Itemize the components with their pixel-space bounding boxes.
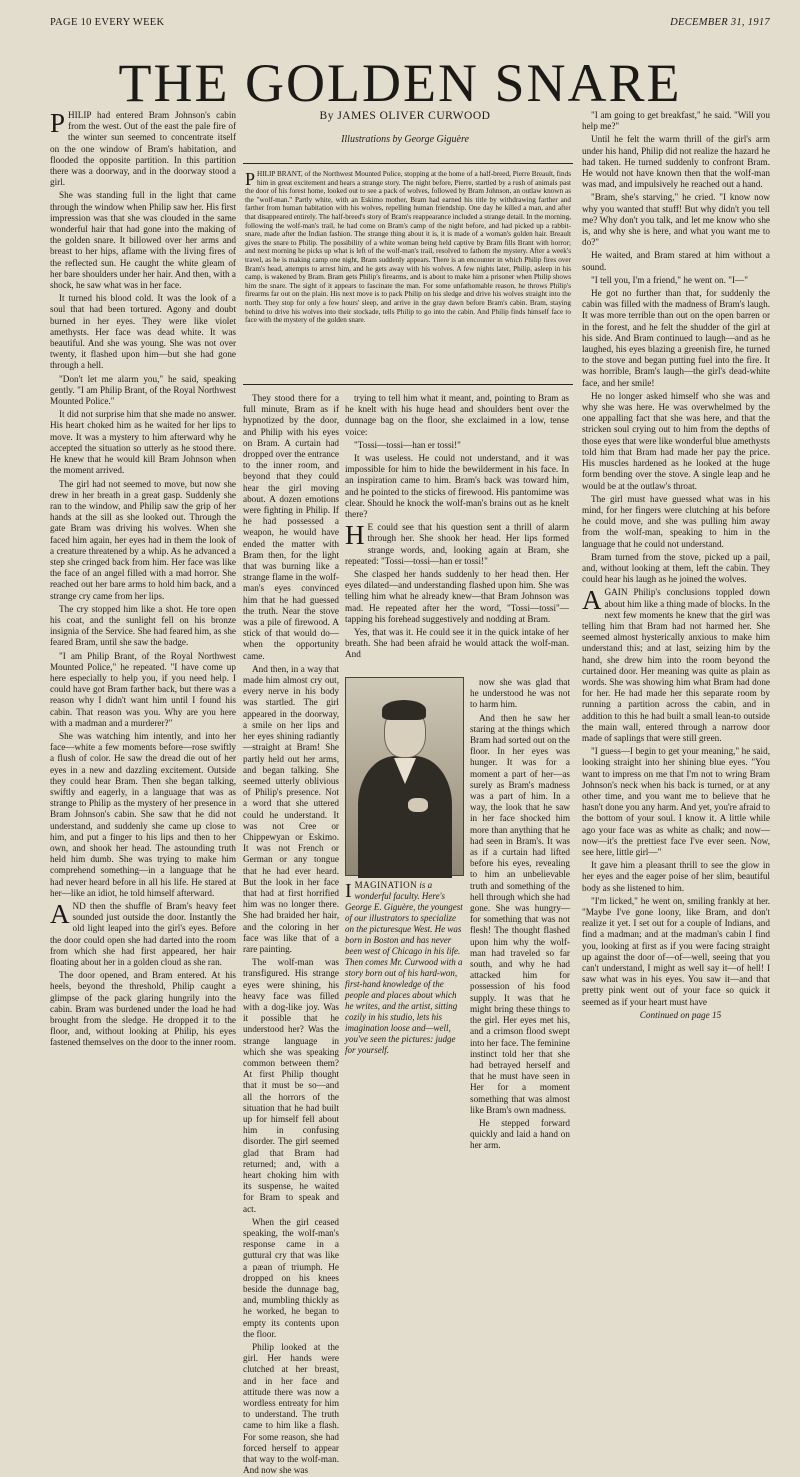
paragraph-text: He got no further than that, for suddenly the cabin was filled with the madness of Bram's laugh. It was more terrible than out on the open barren or in the forest, and he felt the shudder of the girl at his side. And Bram continued to laugh—and as he laughed, his eyes blazing a greenish fire, he turned to the stove and began putting fuel into the fire. It was horrible, Bram's laugh—the girl's dead-white face, and her smile! <box>582 288 770 388</box>
paragraph <box>345 393 569 438</box>
caption-lead: MAGINATION <box>354 880 418 890</box>
page-header <box>50 17 770 31</box>
text-column-3-right <box>470 677 570 1151</box>
paragraph <box>582 391 770 492</box>
paragraph-text: And then he saw her staring at the things which Bram had sorted out on the floor. In her eyes was hunger. It was for a moment a part of her—as surely as Bram's madness was a part of him. In a way, the look that he saw in her face shocked him more than anything that he had seen in Bram's. It was as if a curtain had lifted before his eyes, revealing to him an unbelievable truth and something of the hell through which she had gone. She was hungry—for something that was not flesh! The thought flashed upon him why the wolf-man had traveled so far south, and why he had attacked him for possession of his food supply. It was that he might bring these things to the girl. Her eyes met his, and a crimson flood swept into her face. The feminine instinct told her that she had betrayed herself and that he must have seen in Her for a moment something that was almost like Bram's own madness. <box>470 712 570 1115</box>
paragraph-text: Until he felt the warm thrill of the girl's arm under his hand, Philip did not realize the hazard he had taken. He turned suddenly to confront Bram. He would not have known then that the wolf-man was mad, and impulsively he reached out a hand. <box>582 134 770 190</box>
paragraph-text: It turned his blood cold. It was the look of a soul that had been tortured. Agony and doubt burned in her eyes. They were like violet amethysts. Her face was dead white. It was beautiful. And she was young. She was not over twenty, it flashed upon him—but she had gone through a hell. <box>50 293 236 371</box>
caption-dropcap: I <box>345 880 352 902</box>
text-column-2 <box>243 393 339 1476</box>
paragraph <box>582 746 770 858</box>
paragraph <box>50 409 236 476</box>
paragraph-text: It did not surprise him that she made no answer. His heart choked him as he waited for her lips to move. It was a mystery to him afterward why he accepted the situation so utterly as he stood there. He knew that he would kill Bram Johnson when the moment arrived. <box>50 409 236 476</box>
paragraph <box>50 293 236 371</box>
paragraph <box>50 731 236 899</box>
paragraph <box>345 440 569 451</box>
text-column-1 <box>50 110 236 1082</box>
story-title: THE GOLDEN SNARE <box>118 53 682 113</box>
synopsis-text: HILIP BRANT, of the Northwest Mounted Police, stopping at the home of a half-breed, Pierre Breault, finds him in great excitement and hears a strange story. The night before, Pierre, startled by a rush of animals past the door of his forest home, looked out to see a pack of wolves, followed by Bram Johnson, an outlaw known as the "wolf-man." Partly white, with an Eskimo mother, Bram had earned his title by withdrawing farther and farther from human habitation with his wolves, repelling human friendship. One day he killed a man, and after that disappeared entirely. The half-breed's story of Bram's reappearance included a strange detail. In the morning, following the wolf-man's trail, he had come on Bram's camp of the night before, and had picked up a rabbit-snare, made after the Indian fashion. The strange thing about it is, it is made of a woman's golden hair. Breault gives the snare to Philip. The possibility of a white woman being held captive by Bram fills Brant with horror; and next morning he picks up what is left of the wolf-man's trail, resolved to fathom the mystery. After a week's travel, as he is making camp one night, Bram suddenly appears. There is an encounter in which Philip fires over Bram's head, attempts to arrest him, and he gets away with his wolves. A few nights later, Philip, asleep in his camp, is wakened by Bram. Bram gets Philip's firearms, and is about to make him a prisoner when Philip shows him the snare. The sight of it appears to fascinate the man. For some unfathomable reason, he throws Philip's firearms far out on the plain. His next move is to pack Philip on his sledge and drive his wolves straight into the north. They stop for only a few hours' sleep, and arrive in the gray dawn before Bram's cabin. Bram, staying behind to drive his wolves into their stockade, tells Philip to go into the cabin. And Philip finds himself face to face with the mystery of the golden snare. <box>245 170 571 325</box>
paragraph-text: HILIP had entered Bram Johnson's cabin from the west. Out of the east the pale fire of the winter sun seemed to concentrate itself on the one window of Bram's habitation, and flooded the opposite partition. In this partition there was a doorway, and in the doorway stood a girl. <box>50 110 236 188</box>
caption-text: is a wonderful faculty. Here's George E. Giguère, the youngest of our illustrators to specialize on the picturesque West. He was born in Boston and has never been west of Chicago in his life. Then comes Mr. Curwood with a story born out of his hard-won, first-hand knowledge of the people and places about which he writes, and the artist, sitting cozily in his studio, lets his imagination loose and—well, you've seen the pictures: judge for yourself. <box>345 880 463 1055</box>
paragraph-text: He no longer asked himself who she was and why she was here. He was overwhelmed by the one appalling fact that she was here, and that the stricken soul crying out to him from the depths of those eyes that were like wonderful blue amethysts told him that Bram had made her pay the price. His muscles hardened as he looked at the huge form bending over the stove. A single leap and he would be at the outlaw's throat. <box>582 390 770 491</box>
paragraph-text: Yes, that was it. He could see it in the quick intake of her breath. She had been afraid he would attack the wolf-man. And <box>345 627 569 660</box>
paragraph <box>345 627 569 661</box>
paragraph-text: "I am going to get breakfast," he said. "Will you help me?" <box>582 110 770 132</box>
issue-date: DECEMBER 31, 1917 <box>670 17 770 28</box>
paragraph-text: She was standing full in the light that came through the window when Philip saw her. His first impression was that she was clouded in the same wonderful hair that had gone into the making of the golden snare. It billowed over her arms and breast to her hips, aflame with the living fires of the reflected sun. He caught the white gleam of her bare shoulders under her hair. And then, with a shock, he saw what was in her face. <box>50 190 236 291</box>
paragraph-text: "Bram, she's starving," he cried. "I know now why you wanted that stuff! But why didn't you tell me? Why don't you talk, and let me know who she is, and why she is here, and what you want me to do?" <box>582 192 770 248</box>
paragraph-text: She was watching him intently, and into her face—white a few moments before—rose swiftly a flush of color. He saw the dread die out of her eyes in a new and dazzling excitement. Outside they could hear Bram. Then she began talking, swiftly and eagerly, in a language that was as strange to Philip as the mystery of her presence in Bram Johnson's cabin. She saw that he did not understand, and suddenly she came up close to him, and put a finger to his lips and then to her own, and shook her head. The astounding truth held him dumb. She was trying to make him comprehend something—in a language that he had never heard before in all his life. He stared at her—like an idiot, he told himself afterward. <box>50 730 236 898</box>
paragraph-text: The door opened, and Bram entered. At his heels, beyond the threshold, Philip caught a glimpse of the pack glaring hungrily into the cabin. Bram was burdened under the load he had brought from the sledge. He dropped it to the floor, and, without looking at Philip, his eyes fastened themselves on the door to the inner room. <box>50 970 236 1048</box>
paragraph-text: And then, in a way that made him almost cry out, every nerve in his body was startled. The girl appeared in the doorway, a smile on her lips and her eyes shining radiantly—straight at Bram! She partly held out her arms, and began talking. She seemed utterly oblivious of Philip's presence. Not a word that she uttered could he understand. It was not Cree or Chippewyan or Eskimo. It was not French or German or any tongue that he had ever heard. But the look in her face that had at first horrified him was no longer there. She had braided her hair, and the coloring in her face was like that of a rare painting. <box>243 663 339 954</box>
paragraph <box>243 1342 339 1476</box>
paragraph-text: He stepped forward quickly and laid a hand on her arm. <box>470 1117 570 1151</box>
paragraph-text: "I tell you, I'm a friend," he went on. "I—" <box>591 274 748 285</box>
paragraph <box>470 677 570 711</box>
paragraph <box>470 1118 570 1152</box>
paragraph <box>582 587 770 744</box>
dropcap-letter: P <box>50 108 66 138</box>
paragraph <box>582 896 770 1008</box>
paragraph-text: ND then the shuffle of Bram's heavy feet sounded just outside the door. Instantly the old light leaped into the girl's eyes. Before the door could open she had darted into the room from which she had first appeared, her hair floating about her in a golden cloud as she ran. <box>50 901 236 968</box>
paragraph <box>50 190 236 291</box>
text-column-3-top <box>345 393 569 673</box>
paragraph-text: It gave him a pleasant thrill to see the glow in her eyes and the eager poise of her slim, beautiful body as she listened to him. <box>582 860 770 893</box>
paragraph <box>243 393 339 662</box>
paragraph-text: The girl had not seemed to move, but now she drew in her breath in a great gasp. Suddenly she ran to the window, and Philip saw the grip of her hands at the sill as she looked out. Through the gate Bram was driving his wolves. When she faced him again, her eyes had in them the look of a creature threatened by a whip. As he advanced a step she cringed back from him. Her face was like the face of an angel filled with a mad horror. She reached out her bare arms to hold him back, and a strange cry came from her lips. <box>50 478 236 601</box>
synopsis-box <box>243 163 573 385</box>
paragraph <box>582 288 770 389</box>
paragraph-text: They stood there for a full minute, Bram as if hypnotized by the door, and Philip with his eyes on Bram. A curtain had dropped over the entrance to the inner room, and beyond that they could hear the girl moving about. A dozen emotions were fighting in Philip. If he had possessed a weapon, he would have ended the matter with Bram then, for the light that was burning like a strange flame in the wolf-man's eyes convinced him that he had guessed the truth. Near the stove was a pile of firewood. A stick of that would do—when the opportunity came. <box>243 393 339 661</box>
paragraph <box>345 453 569 520</box>
paragraph-text: The cry stopped him like a shot. He tore open his coat, and the sunlight fell on his bronze insignia of the Service. She had feared him, as she feared Bram, until she saw the badge. <box>50 603 236 648</box>
paragraph <box>50 604 236 649</box>
dropcap-letter: H <box>345 520 365 551</box>
paragraph <box>345 522 569 567</box>
paragraph <box>582 250 770 272</box>
paragraph-text: "Tossi—tossi—han er tossi!" <box>354 439 461 450</box>
paragraph <box>243 1217 339 1340</box>
paragraph <box>470 713 570 1116</box>
paragraph <box>50 970 236 1048</box>
author-byline: By JAMES OLIVER CURWOOD <box>319 110 491 122</box>
paragraph-text: "I am Philip Brant, of the Royal Northwest Mounted Police," he repeated. "I have come up here especially to help you, if you need help. I could have got Bram farther back, but there was a reason why I didn't want him until I found his cabin. That reason was you. Why are you here with a madman and a murderer?" <box>50 650 236 728</box>
paragraph <box>582 552 770 586</box>
paragraph-text: "I guess—I begin to get your meaning," he said, looking straight into her shining blue eyes. "You want to impress on me that I'm not to wring Bram Johnson's neck when his back is turned, or at any other time, and you want me to believe that he hasn't done you any harm. And yet, you're afraid to the bottom of your soul. I know it. A little while ago your face was as white as chalk; and now—now—it's the prettiest face I've ever seen. Now, see here, little girl—" <box>582 746 770 857</box>
paragraph <box>50 479 236 602</box>
paragraph-text: He waited, and Bram stared at him without a sound. <box>582 250 770 272</box>
paragraph <box>582 860 770 894</box>
paragraph-text: Bram turned from the stove, picked up a pail, and, without looking at them, left the cabin. They could hear his laugh as he joined the wolves. <box>582 551 770 585</box>
artist-portrait-photo <box>345 677 464 876</box>
paragraph-text: The girl must have guessed what was in his mind, for her fingers were clutching at his before he could move, and she was pulling him away from the wolf-man, speaking to him in the language that he could not understand. <box>582 493 770 549</box>
text-column-4 <box>582 110 770 1082</box>
paragraph <box>582 110 770 132</box>
paragraph-text: When the girl ceased speaking, the wolf-man's response came in a guttural cry that was like a pæan of triumph. He dropped on his knees beside the dunnage bag, and, mumbling thickly as he worked, he began to empty its contents upon the floor. <box>243 1216 339 1339</box>
paragraph-text: now she was glad that he understood he was not to harm him. <box>470 677 570 710</box>
paragraph <box>582 494 770 550</box>
paragraph-text: E could see that his question sent a thrill of alarm through her. She shook her head. Her lips formed strange words, and, looking again at Bram, she repeated: "Tossi—tossi—han er tossi!" <box>345 522 569 566</box>
paragraph-text: She clasped her hands suddenly to her head then. Her eyes dilated—and understanding flashed upon him. She was telling him what he already knew—that Bram Johnson was mad. He repeated after her the word, "Tossi—tossi"—tapping his forehead suggestively and nodding at Bram. <box>345 569 569 624</box>
paragraph-text: The wolf-man was transfigured. His strange eyes were shining, his heavy face was filled with a dog-like joy. Was it possible that he understood her? Was the strange language in which she was speaking common between them? At first Philip thought that it must be so—and all the horrors of the situation that he had built up for himself fell about him in confusing disorder. The girl seemed glad that Bram had returned; and, with a heart choking him with its suspense, he waited for Bram to speak and act. <box>243 957 339 1214</box>
paragraph <box>50 110 236 188</box>
continued-note: Continued on page 15 <box>639 1009 722 1020</box>
paragraph <box>582 275 770 286</box>
paragraph <box>243 664 339 955</box>
paragraph-text: Philip looked at the girl. Her hands were clutched at her breast, and in her face and attitude there was now a wordless entreaty for him to understand. The truth came to him like a flash. For some reason, she had forced herself to appear that way to the wolf-man. And now she was <box>243 1342 339 1476</box>
paragraph <box>50 651 236 729</box>
photo-caption <box>345 880 463 1085</box>
paragraph <box>50 901 236 968</box>
paragraph <box>582 134 770 190</box>
paragraph <box>50 374 236 408</box>
paragraph-text: trying to tell him what it meant, and, pointing to Bram as he knelt with his huge head and shoulders bent over the dunnage bag on the floor, she exclaimed in a low, tense voice: <box>345 393 569 437</box>
paragraph <box>582 192 770 248</box>
synopsis-dropcap: P <box>245 169 256 189</box>
paragraph <box>243 957 339 1215</box>
page-number-label: PAGE 10 EVERY WEEK <box>50 17 165 28</box>
paragraph-text: "Don't let me alarm you," he said, speaking gently. "I am Philip Brant, of the Royal Northwest Mounted Police." <box>50 373 236 407</box>
dropcap-letter: A <box>582 585 602 616</box>
illustrator-credit: Illustrations by George Giguère <box>341 134 469 145</box>
paragraph <box>345 569 569 625</box>
dropcap-letter: A <box>50 899 70 930</box>
paragraph-text: "I'm licked," he went on, smiling frankly at her. "Maybe I've gone loony, like Bram, and don't realize it yet. I set out for a couple of Indians, and find a madman; and at the madman's cabin I find you, looking at first as if you were facing straight up against the door of—of—well, seeing that you can't understand, I might as well say it—of hell! I saw what was in his eyes. You saw it—and that pretty pink went out of your face so quick it seemed as if your heart must have <box>582 895 770 1007</box>
paragraph-text: It was useless. He could not understand, and it was impossible for him to hide the bewilderment in his face. In an inspiration came to him. Bram's back was toward him, and he pointed to the sticks of firewood. His pantomime was clear. Should he knock the wolf-man's brains out as he knelt there? <box>345 453 569 520</box>
paragraph-text: GAIN Philip's conclusions toppled down about him like a thing made of blocks. In the next few moments he knew that the girl was telling him that Bram had not harmed her. She seemed almost hysterically anxious to make him understand this; and at last, seizing him by the hand, she drew him into the room beyond the curtained door. Her meaning was quite as plain as words. She was showing him what Bram had done for her. He had made her this separate room by running a partition across the cabin, and in addition to this he had built a small lean-to outside the main wall, entered through a narrow door made of saplings that were still green. <box>582 587 770 743</box>
